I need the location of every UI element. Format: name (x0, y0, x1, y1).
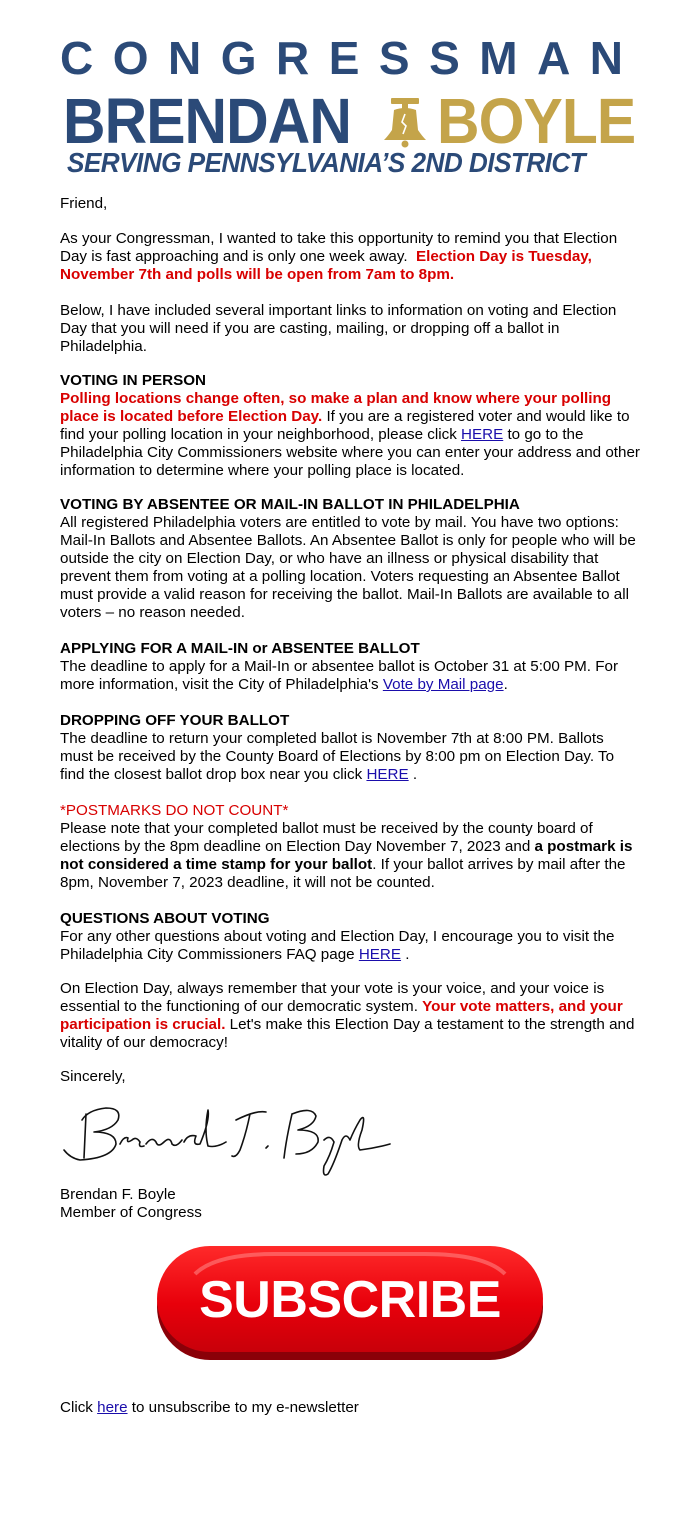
footer-text: Click (60, 1399, 98, 1417)
signature-title: Member of Congress (60, 1204, 202, 1221)
section-postmarks (60, 802, 640, 892)
section-applying (60, 640, 640, 694)
section-text (60, 730, 640, 784)
signature-name: Brendan F. Boyle (60, 1186, 176, 1203)
intro-text: As your Congressman, I wanted to take this opportunity to remind you that Election Day is fast approaching and is only one week away. (60, 230, 618, 265)
handwritten-signature (60, 1100, 400, 1180)
section-heading: VOTING IN PERSON (60, 372, 206, 389)
postmarks-bold: a postmark is not considered a time stamp for your ballot (60, 838, 633, 873)
applying-text-after: . (503, 676, 508, 693)
liberty-bell-icon (378, 96, 432, 148)
intro-highlight: Election Day is Tuesday, November 7th and polls will be open from 7am to 8pm. (60, 248, 592, 283)
links-intro-paragraph: Below, I have included several important links to information on voting and Election Day that you will need if you are casting, mailing, or dropping off a ballot in Philadelphia. (60, 302, 617, 355)
logo-name (63, 86, 641, 156)
in-person-text: If you are a registered voter and would like to find your polling location in your neighborhood, please click (60, 408, 630, 443)
section-text (60, 658, 640, 694)
greeting: Friend, (60, 195, 108, 212)
section-text: All registered Philadelphia voters are entitled to vote by mail. You have two options: Mail-In Ballots and Absentee Ballots. An Absentee Ballot is only for people who will be outside the city on Election Day, or who have an illness or physical disability that prevent them from voting at a polling location. Voters requesting an Absentee Ballot must provide a valid reason for receiving the ballot. Mail-In Ballots are available to all voters – no reason needed. (60, 514, 636, 621)
faq-link[interactable]: HERE (358, 946, 402, 963)
dropping-text-after: . (408, 766, 418, 783)
questions-text: For any other questions about voting and Election Day, I encourage you to visit the Philadelphia City Commissioners FAQ page (60, 928, 615, 963)
logo-last-name: BOYLE (437, 85, 636, 157)
logo-tagline: SERVING PENNSYLVANIA’S 2ND DISTRICT (67, 147, 586, 178)
logo-first-name: BRENDAN (63, 85, 351, 157)
postmarks-text-after: . If your ballot arrives by mail after the 8pm, November 7, 2023 deadline, it will not be counted. (60, 856, 626, 891)
polling-place-link[interactable]: HERE (461, 426, 504, 443)
questions-text-after: . (401, 946, 410, 963)
section-heading: VOTING BY ABSENTEE OR MAIL-IN BALLOT IN PHILADELPHIA (60, 496, 520, 513)
footer-text-after: to unsubscribe to my e-newsletter (127, 1399, 359, 1417)
closing-text: On Election Day, always remember that your vote is your voice, and your voice is essential to the functioning of our democratic system. (60, 980, 605, 1015)
in-person-highlight: Polling locations change often, so make a plan and know where your polling place is located before Election Day. (60, 390, 612, 425)
unsubscribe-footer (60, 1399, 640, 1417)
signature-block (60, 1186, 640, 1222)
section-heading: APPLYING FOR A MAIL-IN or ABSENTEE BALLOT (60, 640, 420, 657)
intro-paragraph (60, 230, 640, 284)
section-dropping (60, 712, 640, 784)
section-heading: *POSTMARKS DO NOT COUNT* (60, 802, 289, 819)
drop-box-link[interactable]: HERE (366, 766, 409, 783)
section-heading: DROPPING OFF YOUR BALLOT (60, 712, 290, 729)
vote-by-mail-link[interactable]: Vote by Mail page (382, 676, 504, 693)
section-absentee (60, 496, 640, 622)
section-text (60, 820, 640, 892)
dropping-text: The deadline to return your completed ballot is November 7th at 8:00 PM. Ballots must be received by the County Board of Elections by 8:00 pm on Election Day. To find the closest ballot drop box near you click (60, 730, 615, 783)
applying-text: The deadline to apply for a Mail-In or absentee ballot is October 31 at 5:00 PM. For more information, visit the City of Philadelphia's (60, 658, 619, 693)
unsubscribe-link[interactable]: here (97, 1399, 128, 1417)
section-text (60, 928, 640, 964)
closing-paragraph (60, 980, 640, 1052)
postmarks-text: Please note that your completed ballot must be received by the county board of elections by the 8pm deadline on Election Day November 7, 2023 and (60, 820, 593, 855)
subscribe-button[interactable] (155, 1244, 545, 1362)
header-logo (60, 32, 643, 184)
in-person-text-after: to go to the Philadelphia City Commissioners website where you can enter your address and other information to determine where your polling place is located. (60, 426, 640, 479)
signoff: Sincerely, (60, 1068, 126, 1085)
section-in-person (60, 372, 640, 480)
closing-highlight: Your vote matters, and your participation is crucial. (60, 998, 623, 1033)
section-heading: QUESTIONS ABOUT VOTING (60, 910, 270, 927)
closing-text-after: Let's make this Election Day a testament to the strength and vitality of our democracy! (60, 1016, 635, 1051)
subscribe-label: SUBSCRIBE (199, 1271, 501, 1329)
section-questions (60, 910, 640, 964)
logo-title: CONGRESSMAN (60, 32, 643, 84)
section-text (60, 390, 640, 480)
